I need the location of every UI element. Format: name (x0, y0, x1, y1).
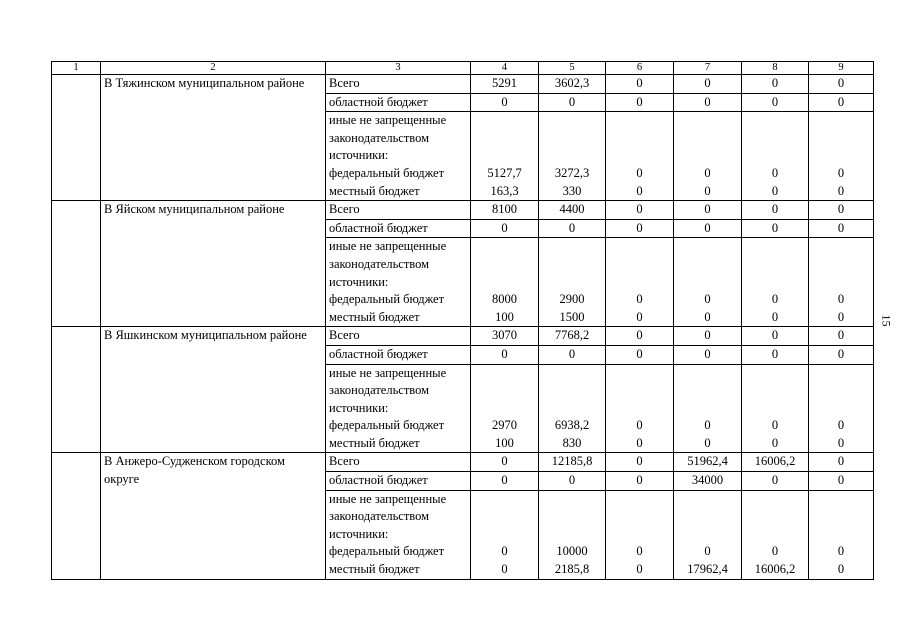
row-number-cell (52, 201, 101, 327)
value-cell: 0 (606, 219, 674, 238)
value-stack (471, 238, 539, 327)
row-number-cell (52, 453, 101, 579)
value-cell: 0 (809, 453, 874, 472)
value-cell: 0 (809, 472, 874, 491)
value-cell: 0 (606, 201, 674, 220)
value-cell (677, 274, 738, 292)
value-cell (474, 400, 535, 418)
value-stack (471, 364, 539, 453)
value-cell: 0 (606, 327, 674, 346)
value-cell (609, 147, 670, 165)
value-cell (474, 365, 535, 383)
value-cell: 330 (562, 183, 582, 198)
value-cell (474, 382, 535, 400)
value-cell: 51962,4 (674, 453, 742, 472)
value-cell (812, 147, 870, 165)
value-cell: 0 (674, 93, 742, 112)
value-cell (812, 238, 870, 256)
value-cell: 0 (606, 75, 674, 94)
value-cell (542, 382, 602, 400)
value-cell: 0 (809, 327, 874, 346)
value-stack (471, 112, 539, 201)
column-number: 9 (809, 62, 874, 75)
value-cell (609, 526, 670, 544)
value-cell (542, 400, 602, 418)
municipality-name: В Яшкинском муниципальном районе (101, 327, 326, 453)
value-stack (674, 490, 742, 579)
value-cell: 0 (704, 309, 711, 324)
value-stack (809, 364, 874, 453)
value-stack (539, 364, 606, 453)
value-cell: 0 (704, 544, 711, 559)
value-cell: 0 (471, 472, 539, 491)
value-cell (812, 491, 870, 509)
value-cell (677, 238, 738, 256)
value-cell: 0 (636, 292, 643, 307)
value-cell (609, 400, 670, 418)
value-cell: 3272,3 (554, 165, 590, 180)
value-cell: 0 (742, 219, 809, 238)
value-cell: 0 (771, 309, 779, 324)
value-cell (542, 238, 602, 256)
value-cell: 0 (771, 435, 779, 450)
funding-source-label: областной бюджет (326, 472, 471, 491)
value-cell (474, 508, 535, 526)
value-cell: 0 (636, 309, 643, 324)
value-cell (677, 365, 738, 383)
value-stack (742, 112, 809, 201)
value-cell: 0 (837, 292, 845, 307)
section-total-row (52, 75, 874, 94)
value-cell: 163,3 (490, 183, 519, 198)
value-cell: 6938,2 (554, 418, 590, 433)
value-cell (609, 508, 670, 526)
source-line: иные не запрещенные (329, 239, 447, 254)
funding-source-label: областной бюджет (326, 345, 471, 364)
value-cell (812, 256, 870, 274)
value-cell (474, 112, 535, 130)
value-cell: 0 (674, 345, 742, 364)
source-line: местный бюджет (329, 435, 420, 450)
value-stack (742, 238, 809, 327)
source-line: местный бюджет (329, 309, 420, 324)
value-cell: 0 (704, 165, 711, 180)
source-line: источники: (329, 274, 389, 289)
value-cell (812, 382, 870, 400)
value-cell (542, 130, 602, 148)
value-stack (742, 490, 809, 579)
column-number: 4 (471, 62, 539, 75)
municipality-name: В Яйском муниципальном районе (101, 201, 326, 327)
funding-source-label: областной бюджет (326, 219, 471, 238)
value-cell (745, 508, 805, 526)
value-cell (812, 400, 870, 418)
column-number: 5 (539, 62, 606, 75)
value-cell: 0 (501, 544, 508, 559)
value-cell: 0 (742, 201, 809, 220)
value-cell: 0 (636, 183, 643, 198)
value-cell (542, 508, 602, 526)
value-cell: 0 (674, 75, 742, 94)
column-number: 3 (326, 62, 471, 75)
value-cell: 0 (636, 165, 643, 180)
value-cell: 0 (606, 345, 674, 364)
value-cell (745, 112, 805, 130)
source-line: источники: (329, 526, 389, 541)
value-cell: 0 (809, 201, 874, 220)
value-cell (677, 491, 738, 509)
value-cell: 0 (674, 219, 742, 238)
value-cell: 0 (539, 345, 606, 364)
value-stack (742, 364, 809, 453)
value-cell (745, 256, 805, 274)
value-cell: 0 (636, 544, 643, 559)
value-cell: 8100 (471, 201, 539, 220)
funding-source-label (326, 490, 471, 579)
value-cell (745, 238, 805, 256)
source-line: федеральный бюджет (329, 544, 445, 559)
value-cell: 0 (742, 327, 809, 346)
value-cell (812, 526, 870, 544)
column-number-row (52, 62, 874, 75)
value-cell: 0 (636, 418, 643, 433)
value-cell: 0 (837, 183, 845, 198)
value-cell: 0 (837, 544, 845, 559)
section-total-row (52, 327, 874, 346)
value-cell (812, 112, 870, 130)
municipality-name: В Тяжинском муниципальном районе (101, 75, 326, 201)
value-cell (745, 526, 805, 544)
value-cell: 0 (471, 219, 539, 238)
value-cell: 0 (742, 472, 809, 491)
value-cell: 0 (809, 345, 874, 364)
value-stack (606, 238, 674, 327)
value-cell (542, 274, 602, 292)
value-cell: 0 (809, 219, 874, 238)
value-cell: 0 (704, 418, 711, 433)
row-number-cell (52, 327, 101, 453)
value-cell: 0 (837, 562, 845, 577)
page-number: 15 (879, 314, 894, 327)
value-cell: 0 (539, 472, 606, 491)
source-line: иные не запрещенные (329, 365, 447, 380)
value-cell: 0 (837, 418, 845, 433)
funding-source-label: Всего (326, 453, 471, 472)
value-cell: 0 (636, 562, 643, 577)
value-cell: 0 (606, 93, 674, 112)
value-stack (606, 364, 674, 453)
value-stack (539, 112, 606, 201)
value-cell (542, 112, 602, 130)
value-cell (677, 147, 738, 165)
value-cell: 0 (771, 544, 779, 559)
value-stack (674, 364, 742, 453)
value-cell (745, 130, 805, 148)
value-cell: 8000 (492, 292, 517, 307)
value-cell: 10000 (556, 544, 588, 559)
value-cell (677, 508, 738, 526)
value-cell (609, 382, 670, 400)
funding-source-label: областной бюджет (326, 93, 471, 112)
value-cell (542, 491, 602, 509)
value-cell: 2185,8 (554, 562, 590, 577)
value-cell (474, 256, 535, 274)
source-line: источники: (329, 400, 389, 415)
row-number-cell (52, 75, 101, 201)
value-cell (474, 130, 535, 148)
section-total-row (52, 453, 874, 472)
source-line: законодательством (329, 509, 430, 524)
value-cell: 12185,8 (539, 453, 606, 472)
value-cell (745, 147, 805, 165)
value-cell: 0 (674, 327, 742, 346)
value-cell: 16006,2 (754, 562, 796, 577)
value-cell (812, 365, 870, 383)
source-line: иные не запрещенные (329, 491, 447, 506)
funding-source-label (326, 112, 471, 201)
value-cell: 0 (704, 183, 711, 198)
value-cell (677, 256, 738, 274)
value-cell (812, 130, 870, 148)
source-line: местный бюджет (329, 183, 420, 198)
source-line: местный бюджет (329, 562, 420, 577)
value-stack (471, 490, 539, 579)
value-cell: 4400 (539, 201, 606, 220)
value-cell: 0 (606, 453, 674, 472)
value-cell: 17962,4 (687, 562, 728, 577)
value-cell (474, 274, 535, 292)
value-cell: 16006,2 (742, 453, 809, 472)
source-line: законодательством (329, 256, 430, 271)
value-cell (677, 382, 738, 400)
value-stack (809, 238, 874, 327)
value-cell: 0 (539, 219, 606, 238)
source-line: федеральный бюджет (329, 418, 445, 433)
value-cell: 2970 (492, 418, 517, 433)
funding-source-label (326, 238, 471, 327)
value-cell (609, 491, 670, 509)
section-total-row (52, 201, 874, 220)
value-cell (609, 256, 670, 274)
value-cell: 7768,2 (539, 327, 606, 346)
value-stack (539, 238, 606, 327)
value-cell (609, 238, 670, 256)
source-line: источники: (329, 148, 389, 163)
value-stack (606, 490, 674, 579)
value-cell (609, 274, 670, 292)
column-number: 7 (674, 62, 742, 75)
value-cell: 0 (742, 75, 809, 94)
source-line: федеральный бюджет (329, 292, 445, 307)
value-cell (609, 365, 670, 383)
value-cell: 0 (501, 562, 508, 577)
value-cell (745, 400, 805, 418)
value-cell: 830 (562, 435, 582, 450)
value-cell: 3602,3 (539, 75, 606, 94)
column-number: 2 (101, 62, 326, 75)
value-cell: 0 (471, 93, 539, 112)
value-cell: 0 (704, 435, 711, 450)
value-cell (542, 526, 602, 544)
value-cell: 0 (837, 165, 845, 180)
value-cell (677, 130, 738, 148)
value-cell (745, 365, 805, 383)
source-line: законодательством (329, 383, 430, 398)
value-cell: 2900 (559, 292, 585, 307)
funding-source-label (326, 364, 471, 453)
source-line: законодательством (329, 130, 430, 145)
value-stack (809, 490, 874, 579)
value-cell: 0 (809, 75, 874, 94)
value-stack (674, 112, 742, 201)
value-cell: 0 (771, 165, 779, 180)
value-cell (474, 238, 535, 256)
value-cell: 0 (606, 472, 674, 491)
value-cell: 5127,7 (487, 165, 522, 180)
value-stack (606, 112, 674, 201)
value-cell: 0 (471, 345, 539, 364)
value-cell (745, 382, 805, 400)
funding-source-label: Всего (326, 327, 471, 346)
value-cell (745, 274, 805, 292)
value-cell: 0 (636, 435, 643, 450)
value-cell (812, 508, 870, 526)
value-cell (677, 112, 738, 130)
value-stack (539, 490, 606, 579)
value-cell (812, 274, 870, 292)
source-line: федеральный бюджет (329, 165, 445, 180)
value-cell: 0 (471, 453, 539, 472)
column-number: 8 (742, 62, 809, 75)
column-number: 1 (52, 62, 101, 75)
value-cell (609, 130, 670, 148)
value-cell: 0 (674, 201, 742, 220)
value-cell: 34000 (674, 472, 742, 491)
funding-source-label: Всего (326, 201, 471, 220)
value-cell (474, 147, 535, 165)
value-cell (677, 526, 738, 544)
value-cell (474, 526, 535, 544)
value-cell (609, 112, 670, 130)
value-cell: 100 (495, 435, 514, 450)
value-cell (542, 256, 602, 274)
value-cell: 0 (742, 93, 809, 112)
municipality-name: В Анжеро-Судженском городском округе (101, 453, 326, 579)
value-cell: 100 (495, 309, 514, 324)
funding-source-label: Всего (326, 75, 471, 94)
value-cell (542, 147, 602, 165)
column-number: 6 (606, 62, 674, 75)
value-cell: 0 (771, 292, 779, 307)
value-cell: 0 (704, 292, 711, 307)
value-cell: 0 (837, 435, 845, 450)
value-cell: 0 (742, 345, 809, 364)
value-cell (677, 400, 738, 418)
value-stack (809, 112, 874, 201)
value-cell (542, 365, 602, 383)
value-cell: 3070 (471, 327, 539, 346)
value-cell: 0 (771, 418, 779, 433)
budget-table (51, 61, 874, 580)
value-cell: 0 (539, 93, 606, 112)
value-cell (474, 491, 535, 509)
value-cell: 1500 (559, 309, 585, 324)
source-line: иные не запрещенные (329, 113, 447, 128)
value-stack (674, 238, 742, 327)
value-cell (745, 491, 805, 509)
value-cell: 5291 (471, 75, 539, 94)
value-cell: 0 (809, 93, 874, 112)
value-cell: 0 (771, 183, 779, 198)
value-cell: 0 (837, 309, 845, 324)
